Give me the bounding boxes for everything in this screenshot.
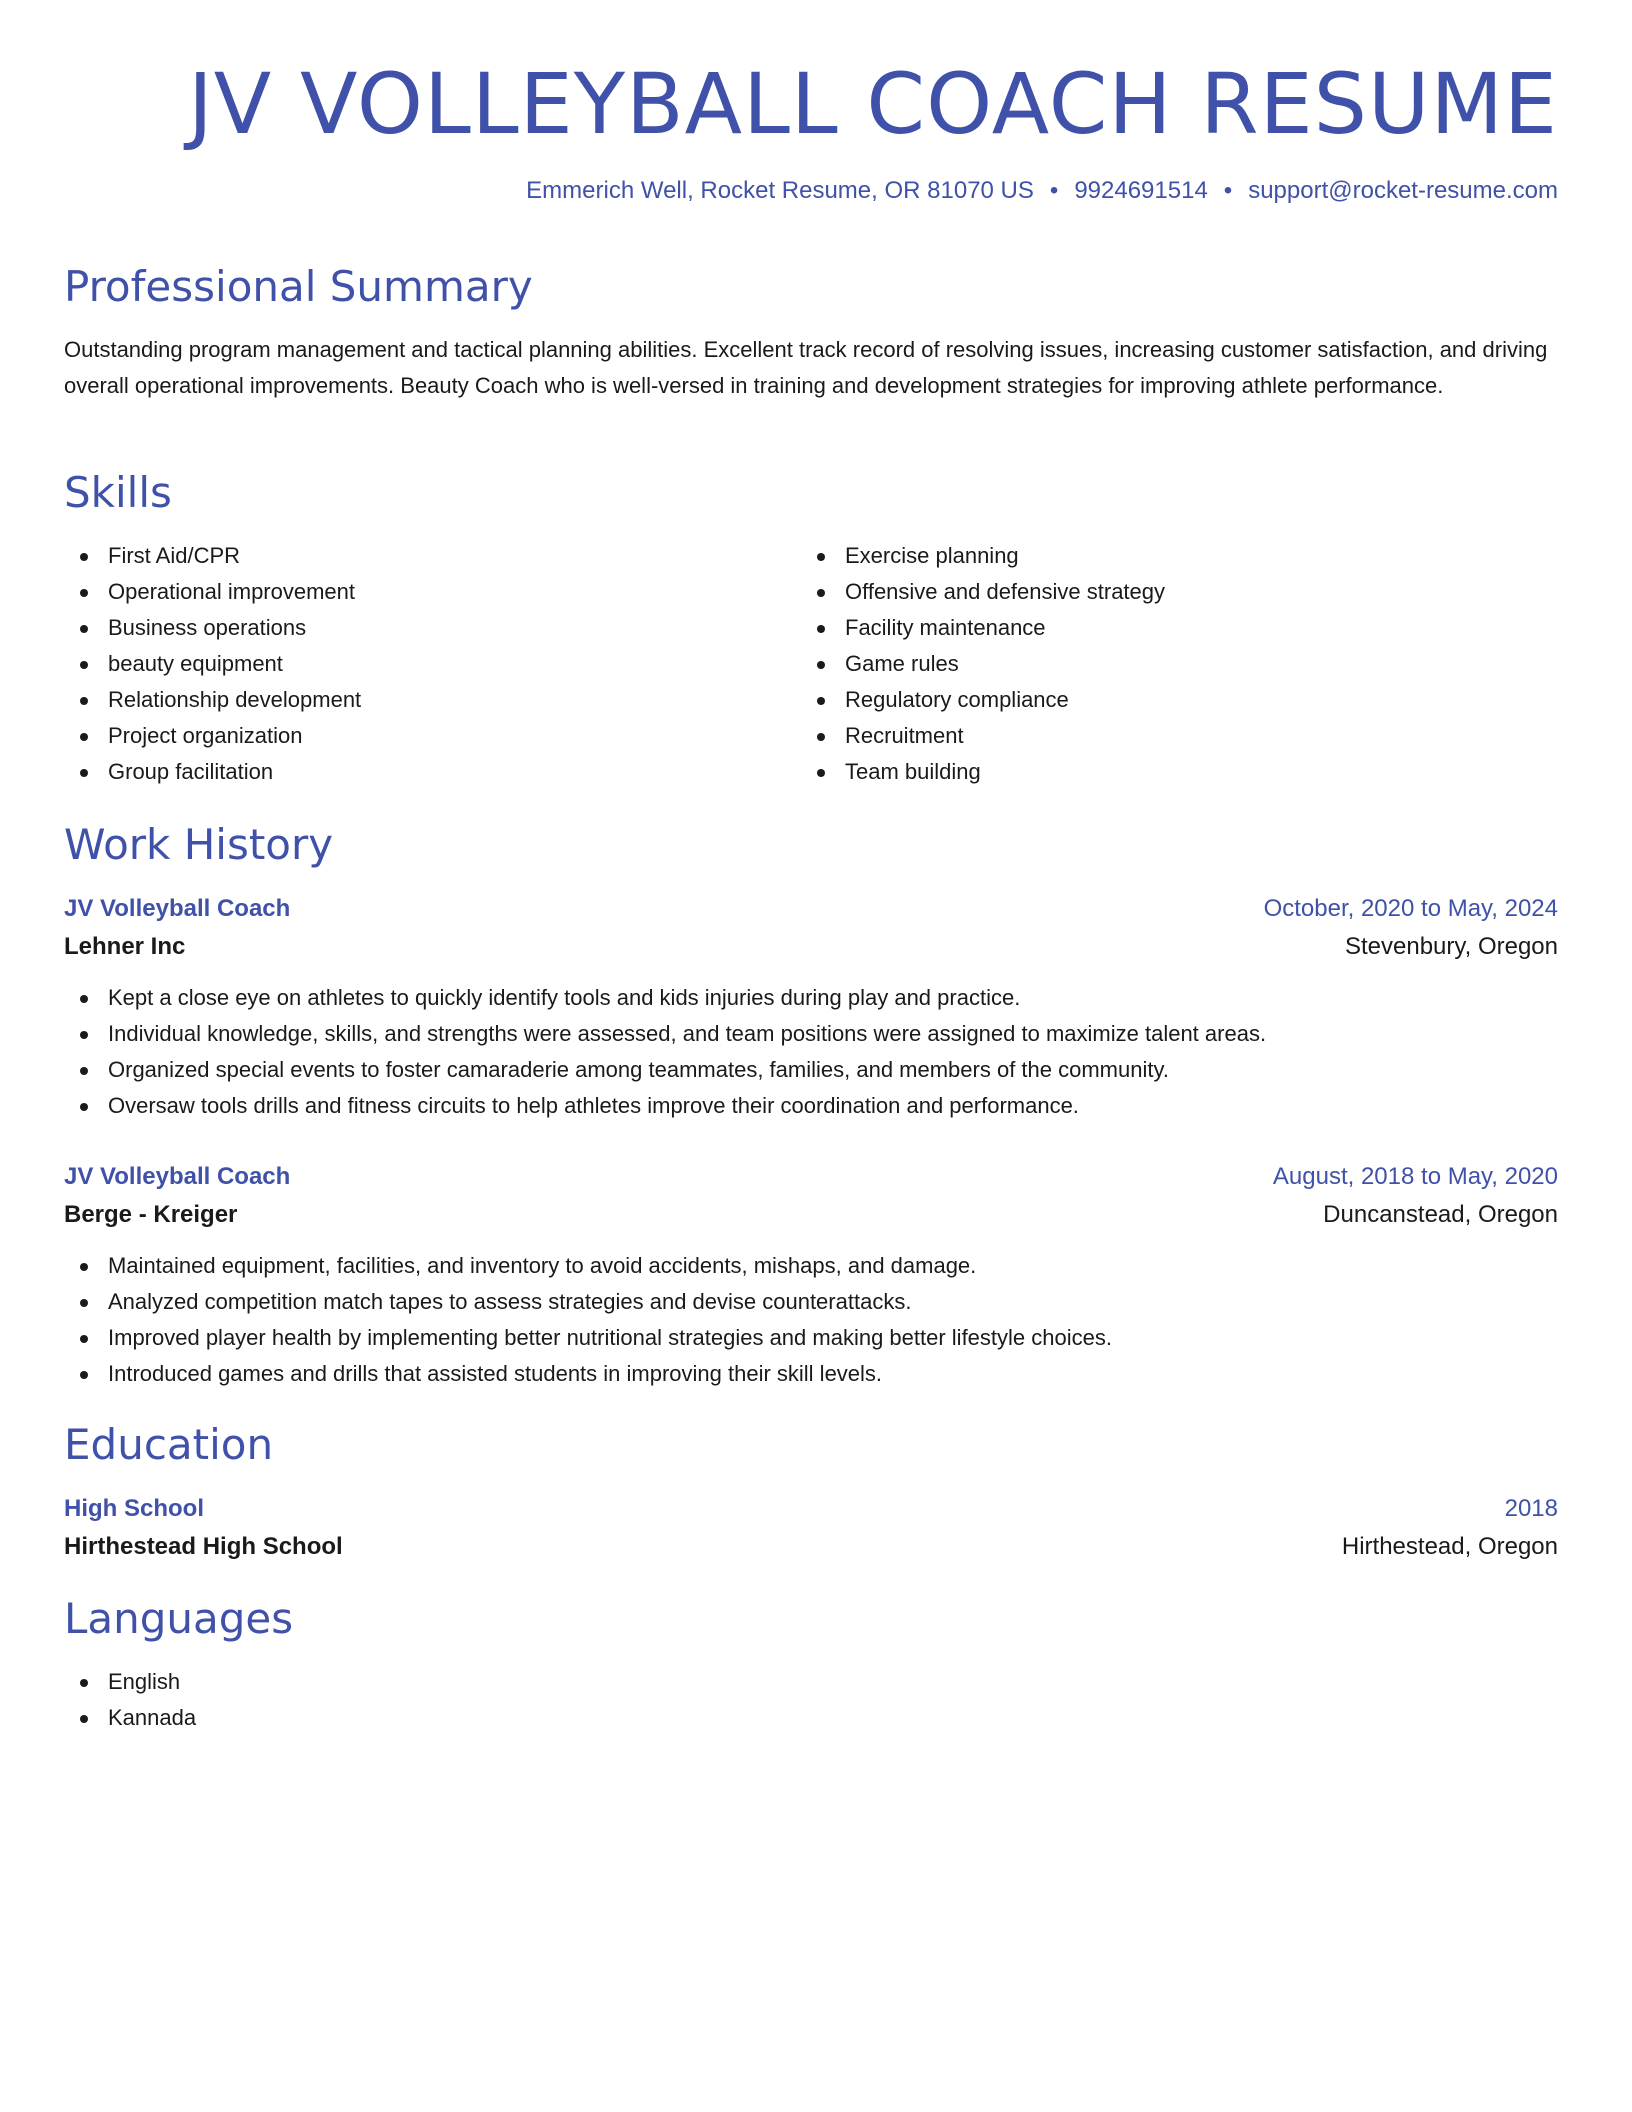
- education-school: Hirthestead High School: [64, 1533, 343, 1560]
- job-location: Duncanstead, Oregon: [1323, 1201, 1558, 1228]
- section-title-education: Education: [64, 1420, 274, 1469]
- skill-item: Offensive and defensive strategy: [801, 574, 1165, 610]
- job-dates: August, 2018 to May, 2020: [1272, 1163, 1558, 1190]
- education-location: Hirthestead, Oregon: [1341, 1533, 1558, 1560]
- skill-item: Group facilitation: [64, 754, 361, 790]
- contact-address: Emmerich Well, Rocket Resume, OR 81070 US: [526, 177, 1034, 204]
- skill-item: Game rules: [801, 646, 1165, 682]
- section-title-work-history: Work History: [64, 820, 334, 869]
- job-duties-list: [64, 1248, 1558, 1392]
- job-header-row: [64, 890, 1558, 928]
- skills-list-left: [64, 538, 361, 790]
- education-year: 2018: [1504, 1495, 1558, 1522]
- language-item: Kannada: [64, 1700, 196, 1736]
- job-duty: Introduced games and drills that assisted students in improving their skill levels.: [64, 1356, 1558, 1392]
- section-title-skills: Skills: [64, 468, 172, 517]
- skill-item: beauty equipment: [64, 646, 361, 682]
- job-duty: Organized special events to foster camaraderie among teammates, families, and members of the community.: [64, 1052, 1558, 1088]
- job-company: Berge - Kreiger: [64, 1201, 238, 1228]
- skill-item: Recruitment: [801, 718, 1165, 754]
- resume-page: [64, 0, 1558, 1730]
- job-dates: October, 2020 to May, 2024: [1263, 895, 1558, 922]
- summary-text: Outstanding program management and tactical planning abilities. Excellent track record of resolving issues, increasing customer satisfaction, and driving overall operational improvements. Beauty Coach who is well-versed in training and development strategies for improving athlete performance.: [64, 337, 1548, 398]
- education-entry: [64, 1490, 1558, 1566]
- skill-item: Business operations: [64, 610, 361, 646]
- job-role: JV Volleyball Coach: [64, 1163, 291, 1190]
- education-school-row: [64, 1528, 1558, 1566]
- language-item: English: [64, 1664, 196, 1700]
- job-duties-list: [64, 980, 1558, 1124]
- skill-item: Team building: [801, 754, 1165, 790]
- skill-item: Operational improvement: [64, 574, 361, 610]
- skill-item: Regulatory compliance: [801, 682, 1165, 718]
- job-entry: [64, 890, 1558, 1124]
- languages-list: [64, 1664, 196, 1736]
- job-role: JV Volleyball Coach: [64, 895, 291, 922]
- separator-dot: •: [1049, 177, 1059, 204]
- section-title-summary: Professional Summary: [64, 262, 533, 311]
- education-degree: High School: [64, 1495, 204, 1522]
- job-company-row: [64, 1196, 1558, 1234]
- job-duty: Oversaw tools drills and fitness circuits to help athletes improve their coordination and performance.: [64, 1088, 1558, 1124]
- resume-title: JV VOLLEYBALL COACH RESUME: [188, 55, 1558, 153]
- contact-line: [526, 176, 1558, 206]
- job-duty: Maintained equipment, facilities, and inventory to avoid accidents, mishaps, and damage.: [64, 1248, 1558, 1284]
- contact-phone: 9924691514: [1074, 177, 1208, 204]
- job-company: Lehner Inc: [64, 933, 186, 960]
- job-duty: Individual knowledge, skills, and strengths were assessed, and team positions were assigned to maximize talent areas.: [64, 1016, 1558, 1052]
- job-header-row: [64, 1158, 1558, 1196]
- education-header-row: [64, 1490, 1558, 1528]
- skill-item: Facility maintenance: [801, 610, 1165, 646]
- contact-email: support@rocket-resume.com: [1248, 177, 1558, 204]
- skills-list-right: [801, 538, 1165, 790]
- skill-item: First Aid/CPR: [64, 538, 361, 574]
- job-duty: Kept a close eye on athletes to quickly identify tools and kids injuries during play and practice.: [64, 980, 1558, 1016]
- job-company-row: [64, 928, 1558, 966]
- job-duty: Improved player health by implementing better nutritional strategies and making better lifestyle choices.: [64, 1320, 1558, 1356]
- separator-dot: •: [1223, 177, 1233, 204]
- job-location: Stevenbury, Oregon: [1344, 933, 1558, 960]
- skill-item: Relationship development: [64, 682, 361, 718]
- job-entry: [64, 1158, 1558, 1392]
- job-duty: Analyzed competition match tapes to assess strategies and devise counterattacks.: [64, 1284, 1558, 1320]
- skill-item: Exercise planning: [801, 538, 1165, 574]
- skill-item: Project organization: [64, 718, 361, 754]
- section-title-languages: Languages: [64, 1594, 294, 1643]
